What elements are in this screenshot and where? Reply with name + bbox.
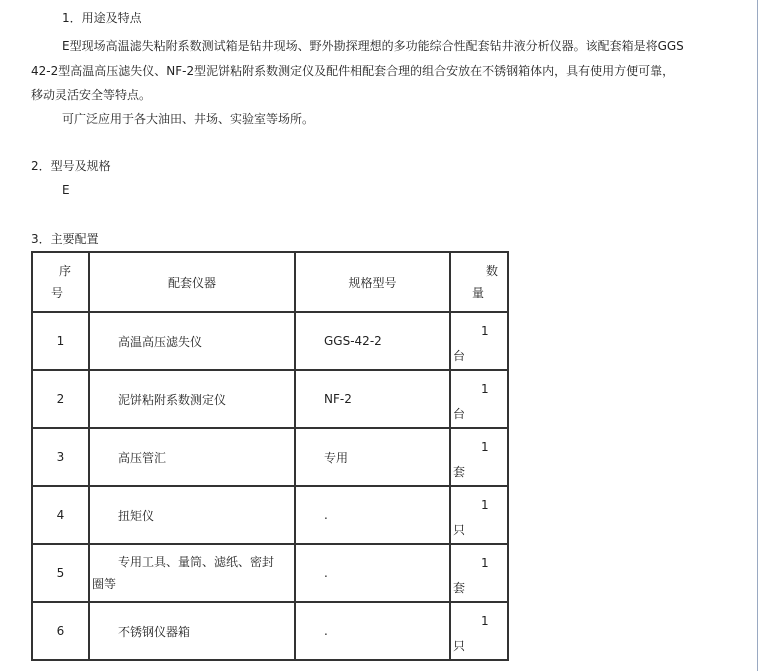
row-instrument: 扭矩仪 <box>89 486 295 544</box>
section-1-paragraph-2: 可广泛应用于各大油田、井场、实验室等场所。 <box>62 112 315 126</box>
header-seq: 序 号 <box>32 252 89 312</box>
section-3-heading: 3．主要配置 <box>31 232 99 246</box>
section-1-paragraph-line-3: 移动灵活安全等特点。 <box>31 88 152 102</box>
header-spec: 规格型号 <box>295 252 450 312</box>
row-spec: . <box>295 544 450 602</box>
row-no: 3 <box>32 428 89 486</box>
table-row <box>32 312 508 370</box>
row-qty: 1 只 <box>450 602 508 660</box>
row-instrument: 高压管汇 <box>89 428 295 486</box>
table-row <box>32 544 508 602</box>
row-instrument: 专用工具、量筒、滤纸、密封 圈等 <box>89 544 295 602</box>
row-qty: 1 台 <box>450 312 508 370</box>
section-1-heading: 1．用途及特点 <box>62 11 142 25</box>
row-no: 5 <box>32 544 89 602</box>
table-row <box>32 486 508 544</box>
table-header-row <box>32 252 508 312</box>
header-instrument: 配套仪器 <box>89 252 295 312</box>
row-instrument: 不锈钢仪器箱 <box>89 602 295 660</box>
row-no: 2 <box>32 370 89 428</box>
row-no: 1 <box>32 312 89 370</box>
row-instrument: 泥饼粘附系数测定仪 <box>89 370 295 428</box>
section-1-paragraph-line-2: 42-2型高温高压滤失仪、NF-2型泥饼粘附系数测定仪及配件相配套合理的组合安放在不锈钢箱体内，具有使用方便可靠， <box>31 64 675 78</box>
row-qty: 1 套 <box>450 428 508 486</box>
row-instrument: 高温高压滤失仪 <box>89 312 295 370</box>
row-spec: GGS-42-2 <box>295 312 450 370</box>
model-value: E <box>62 183 70 197</box>
row-qty: 1 套 <box>450 544 508 602</box>
row-no: 6 <box>32 602 89 660</box>
row-qty: 1 台 <box>450 370 508 428</box>
section-2-heading: 2．型号及规格 <box>31 159 111 173</box>
configuration-table <box>31 251 509 661</box>
table-row <box>32 428 508 486</box>
row-qty: 1 只 <box>450 486 508 544</box>
table-row <box>32 370 508 428</box>
row-spec: 专用 <box>295 428 450 486</box>
row-spec: . <box>295 486 450 544</box>
header-qty: 数 量 <box>450 252 508 312</box>
table-row <box>32 602 508 660</box>
section-1-paragraph-line-1: E型现场高温滤失粘附系数测试箱是钻井现场、野外勘探理想的多功能综合性配套钻井液分析仪器。该配套箱是将GGS <box>62 39 684 53</box>
row-no: 4 <box>32 486 89 544</box>
row-spec: NF-2 <box>295 370 450 428</box>
row-spec: . <box>295 602 450 660</box>
